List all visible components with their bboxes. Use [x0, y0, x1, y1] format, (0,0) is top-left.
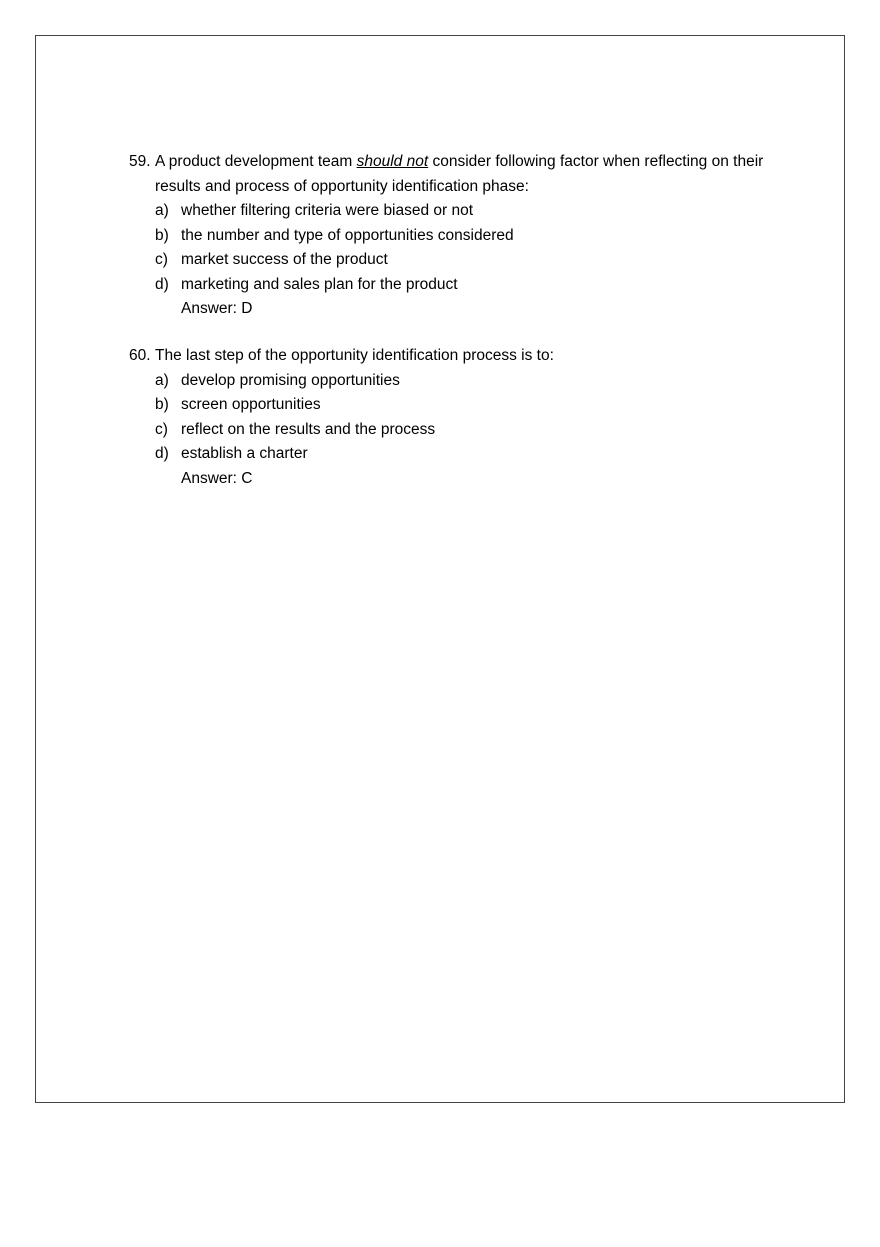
option-letter: a) [155, 202, 169, 219]
option-d [129, 273, 769, 298]
stem-text: A product development team [155, 153, 357, 170]
option-letter: b) [155, 396, 169, 413]
option-d [129, 442, 769, 467]
option-text: whether filtering criteria were biased or not [181, 202, 474, 219]
option-letter: d) [155, 445, 169, 462]
option-text: marketing and sales plan for the product [181, 275, 458, 293]
option-c [129, 248, 769, 273]
option-letter: c) [155, 251, 168, 268]
option-text: reflect on the results and the process [181, 420, 436, 438]
option-a [129, 369, 769, 394]
option-text: the number and type of opportunities considered [181, 226, 514, 244]
options-list [129, 199, 769, 297]
question-59 [129, 150, 769, 322]
option-text: establish a charter [181, 445, 308, 462]
answer-line: Answer: C [181, 469, 253, 487]
option-letter: b) [155, 226, 169, 244]
question-number: 60. [129, 347, 151, 364]
answer-line: Answer: D [181, 300, 253, 317]
stem-text-continued: consider following factor when reflecting on their results and process of opportunity identification phase: [155, 153, 764, 195]
question-number: 59. [129, 153, 151, 170]
options-list [129, 369, 769, 467]
option-c [129, 418, 769, 443]
option-text: market success of the product [181, 251, 388, 268]
option-b [129, 393, 769, 418]
option-letter: d) [155, 275, 169, 293]
question-stem [129, 150, 769, 199]
question-stem [129, 344, 769, 369]
option-text: develop promising opportunities [181, 371, 400, 389]
question-60 [129, 344, 769, 491]
option-letter: a) [155, 371, 169, 389]
option-text: screen opportunities [181, 396, 321, 413]
stem-emphasis: should not [356, 153, 429, 170]
option-letter: c) [155, 420, 168, 438]
option-b [129, 224, 769, 249]
option-a [129, 199, 769, 224]
stem-text: The last step of the opportunity identification process is to: [155, 347, 554, 364]
